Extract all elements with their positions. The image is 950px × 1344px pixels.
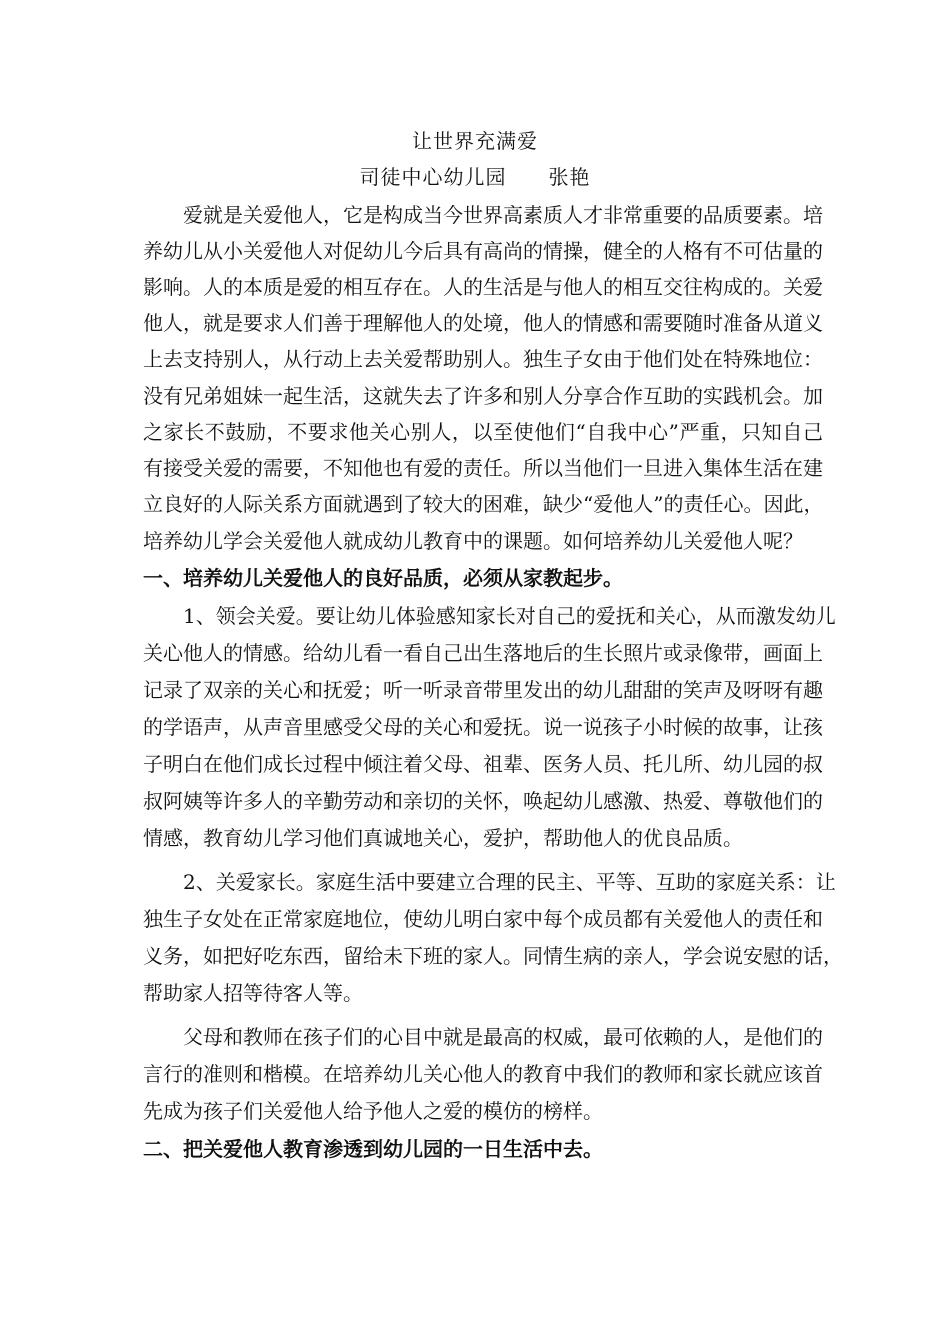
paragraph-line: 有接受关爱的需要，不知他也有爱的责任。所以当他们一旦进入集体生活在建 [143,456,823,480]
paragraph-line: 影响。人的本质是爱的相互存在。人的生活是与他人的相互交往构成的。关爱 [143,275,823,299]
paragraph-line: 培养幼儿学会关爱他人就成幼儿教育中的课题。如何培养幼儿关爱他人呢？ [143,529,803,553]
paragraph-line: 记录了双亲的关心和抚爱；听一听录音带里发出的幼儿甜甜的笑声及呀呀有趣 [143,678,823,702]
paragraph-line: 的学语声，从声音里感受父母的关心和爱抚。说一说孩子小时候的故事，让孩 [143,715,823,739]
paragraph-line: 义务，如把好吃东西，留给未下班的家人。同情生病的亲人，学会说安慰的话， [143,944,843,968]
section-heading-1: 一、培养幼儿关爱他人的良好品质，必须从家教起步。 [143,566,623,590]
paragraph-line: 情感，教育幼儿学习他们真诚地关心，爱护，帮助他人的优良品质。 [143,826,743,850]
paragraph-line: 爱就是关爱他人，它是构成当今世界高素质人才非常重要的品质要素。培 [183,203,823,227]
paragraph-line: 1、领会关爱。要让幼儿体验感知家长对自己的爱抚和关心，从而激发幼儿 [183,604,836,628]
paragraph-line: 独生子女处在正常家庭地位，使幼儿明白家中每个成员都有关爱他人的责任和 [143,907,823,931]
paragraph-line: 言行的准则和楷模。在培养幼儿关心他人的教育中我们的教师和家长就应该首 [143,1062,823,1086]
paragraph-line: 帮助家人招等待客人等。 [143,981,363,1005]
paragraph-line: 叔阿姨等许多人的辛勤劳动和亲切的关怀，唤起幼儿感激、热爱、尊敬他们的 [143,789,823,813]
paragraph-line: 2、关爱家长。家庭生活中要建立合理的民主、平等、互助的家庭关系：让 [183,870,836,894]
paragraph-line: 养幼儿从小关爱他人对促幼儿今后具有高尚的情操，健全的人格有不可估量的 [143,239,823,263]
paragraph-line: 之家长不鼓励，不要求他关心别人，以至使他们“自我中心”严重，只知自己 [143,420,823,444]
paragraph-line: 父母和教师在孩子们的心目中就是最高的权威，最可依赖的人，是他们的 [183,1025,823,1049]
paragraph-line: 先成为孩子们关爱他人给予他人之爱的模仿的榜样。 [143,1099,603,1123]
paragraph-line: 子明白在他们成长过程中倾注着父母、祖辈、医务人员、托儿所、幼儿园的叔 [143,752,823,776]
paragraph-line: 上去支持别人，从行动上去关爱帮助别人。独生子女由于他们处在特殊地位： [143,347,823,371]
paragraph-line: 立良好的人际关系方面就遇到了较大的困难，缺少“爱他人”的责任心。因此， [143,492,824,516]
paragraph-line: 关心他人的情感。给幼儿看一看自己出生落地后的生长照片或录像带，画面上 [143,641,823,665]
author-byline: 司徒中心幼儿园 张艳 [359,165,591,189]
section-heading-2: 二、把关爱他人教育渗透到幼儿园的一日生活中去。 [143,1137,603,1161]
paragraph-line: 他人，就是要求人们善于理解他人的处境，他人的情感和需要随时准备从道义 [143,311,823,335]
paragraph-line: 没有兄弟姐妹一起生活，这就失去了许多和别人分享合作互助的实践机会。加 [143,384,823,408]
document-title: 让世界充满爱 [412,129,538,153]
